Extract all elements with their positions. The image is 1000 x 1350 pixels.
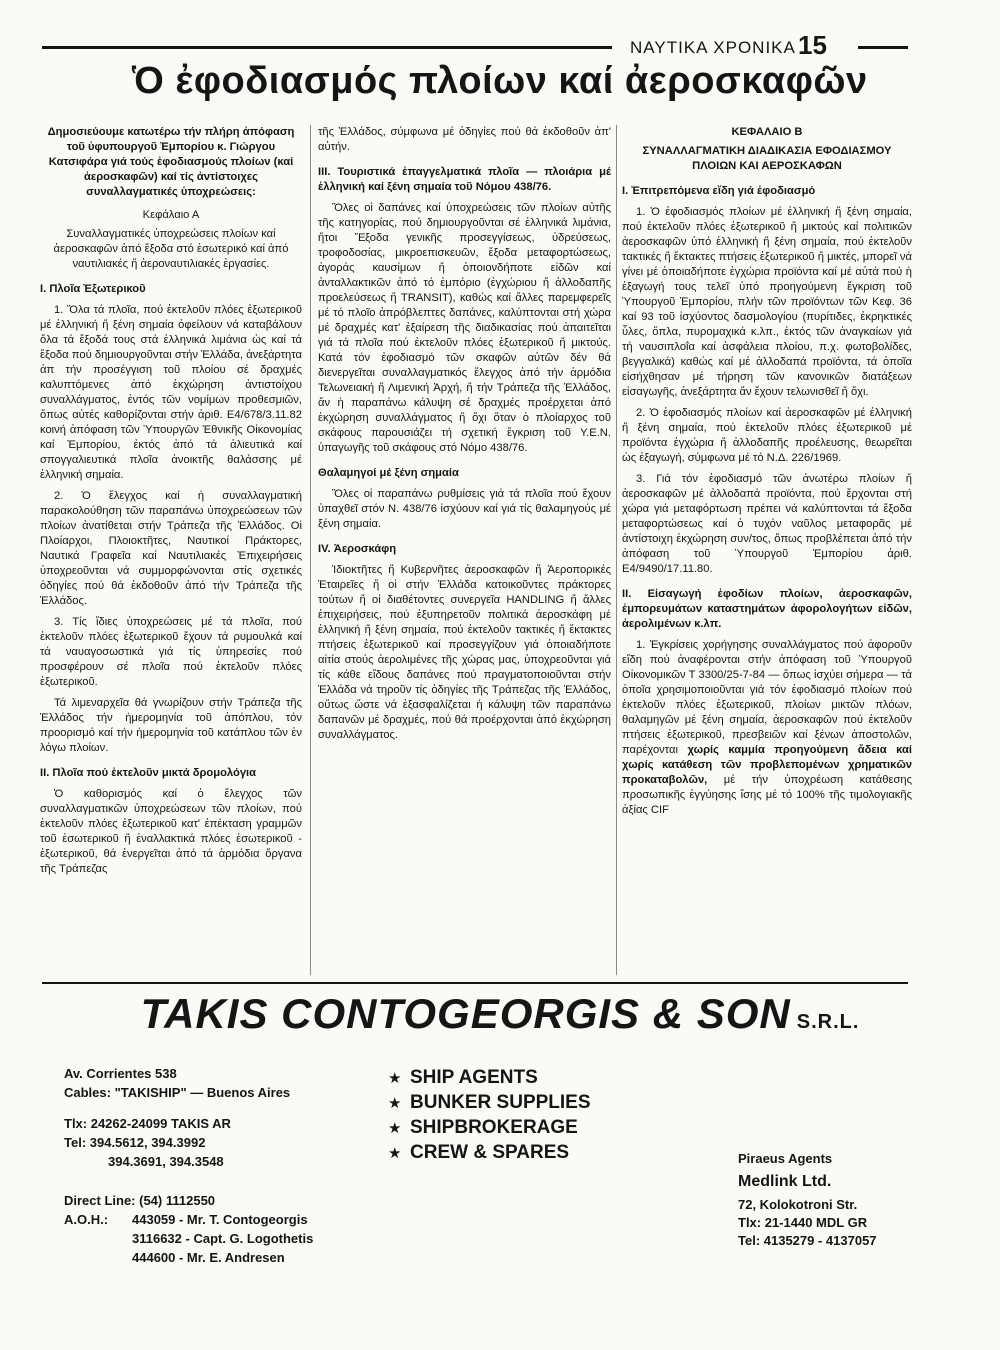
telex: Tlx: 24262-24099 TAKIS AR (64, 1116, 231, 1131)
star-icon: ★ (388, 1095, 402, 1112)
piraeus-telex: Tlx: 21-1440 MDL GR (738, 1215, 868, 1230)
address: Av. Corrientes 538 (64, 1066, 177, 1081)
advert-contact-block (64, 1064, 313, 1267)
paragraph-part: μέ τήν ὑποχρέωση κατάθεσης προσωπικῆς ἐγγύησης ἴσης μέ τό 100% τῆς τιμολογιακῆς ἀξίας CIF (622, 774, 913, 816)
aoh-row (64, 1210, 313, 1229)
chapter-b-text: ΣΥΝΑΛΛΑΓΜΑΤΙΚΗ ΔΙΑΔΙΚΑΣΙΑ ΕΦΟΔΙΑΣΜΟΥ ΠΛΟΙΩΝ ΚΑΙ ΑΕΡΟΣΚΑΦΩΝ (642, 145, 892, 172)
section-heading: IV. Ἀεροσκάφη (318, 543, 397, 555)
advert-top-rule (42, 982, 908, 984)
article-column-2 (318, 125, 611, 749)
section-heading: ΙΙΙ. Τουριστικά ἐπαγγελματικά πλοῖα — πλοιάρια μέ ἑλληνική καί ξένη σημαία τοῦ Νόμου 438/76. (318, 166, 611, 193)
star-icon: ★ (388, 1070, 402, 1087)
chapter-a-text: Συναλλαγματικές ὑποχρεώσεις πλοίων καί ἀεροσκαφῶν ἀπό ἔξοδα στό ἐσωτερικό καί ἀπό ναυτιλιακές ἤ ἀεροναυτιλιακές ἐργασίες. (53, 228, 289, 270)
paragraph: τῆς Ἑλλάδος, σύμφωνα μέ ὁδηγίες πού θά ἐκδοθοῦν ἀπ' αὐτήν. (318, 126, 611, 153)
piraeus-agents-block (738, 1150, 877, 1250)
aoh-contact: 444600 - Mr. E. Andresen (132, 1250, 285, 1265)
article-column-1 (40, 125, 302, 883)
service-item (388, 1066, 591, 1091)
direct-line: Direct Line: (54) 1112550 (64, 1193, 216, 1208)
star-icon: ★ (388, 1145, 402, 1162)
service-label: CREW & SPARES (410, 1142, 570, 1163)
company-suffix: S.R.L. (796, 1011, 860, 1033)
service-item (388, 1091, 591, 1116)
paragraph: Ὅλες οἱ δαπάνες καί ὑποχρεώσεις τῶν πλοίων αὐτῆς τῆς κατηγορίας, πού δημιουργοῦνται σέ ἑλληνικά λιμάνια, ἤτοι Ἔξοδα γενικῆς προσεγγίσεως, ὑδρεύσεως, τροφοδοσίας, μικροεπισκευῶν, ἔξοδα μεταφορτώσεως, ἀγοράς καυσίμων ἤ ὁποιονδήποτε εἰδῶν καί ἀνταλλακτικῶν ἀπό τό ἐμπόριο (ἐγχώριου ἤ ἀλλοδαπῆς προελεύσεως ἤ TRANSIT), καθώς καί ἄλλες παρεμφερεῖς μέ τό πλοῖο ἀπρόβλεπτες δαπάνες, καλύπτονται στή χώρα μέ δραχμές κατ' ἐξαίρεση τῆς διαδικασίας πού ἀπαιτεῖται γιά τά πλοῖα πού ἐκτελοῦν πλόες ἐξωτερικοῦ ἤ μικτούς. Κατά τόν ἐφοδιασμό τῶν σκαφῶν αὐτῶν δέν θά διενεργεῖται συναλλαγματικός ἔλεγχος ἀπό τήν ἁρμόδια Τελωνειακή ἤ Λιμενική Ἀρχή, ἤ τήν Τράπεζα τῆς Ἑλλάδος, ἄν ἡ παραπάνω κάλυψη σέ δραχμές προέρχεται ἀπό ἐκχώρηση συναλλάγματος ἤ ὄχι ὅταν ὁ πλοίαρχος τοῦ σκάφους παρουσιάζει τή σχετική ἔγκριση τοῦ Υ.Ε.Ν. ὑπαγωγῆς τοῦ σκάφους στό Νόμο 438/76. (318, 202, 611, 454)
paragraph: 3. Γιά τόν ἐφοδιασμό τῶν ἀνωτέρω πλοίων ἤ ἀεροσκαφῶν μέ ἀλλοδαπά προϊόντα, πού ἔρχονται στή χώρα γιά μεταφόρτωση πρέπει νά καλύπτονται τά ἔξοδα μεταφορτώσεως καί ὁ τυχόν ναῦλος μεταφορᾶς μέ ἀντίστοιχη ἐκχώρηση συν/τος, ὅπως προβλέπεται ἀπό τήν ἀπόφαση τοῦ Ὑπουργοῦ Ἐμπορίου ἀριθ. Ε4/9490/17.11.80. (622, 473, 912, 575)
star-icon: ★ (388, 1120, 402, 1137)
paragraph (622, 638, 912, 818)
advert-company-name (0, 990, 1000, 1038)
paragraph: Ὁ καθορισμός καί ὁ ἔλεγχος τῶν συναλλαγματικῶν ὑποχρεώσεων τῶν πλοίων, πού ἐκτελοῦν πλόες ἐξωτερικοῦ κατ' ἐπέκταση γραμμῶν τοῦ ἐσωτερικοῦ ἤ ἐναλλακτικά πλόες ἐσωτερικοῦ - ἐξωτερικοῦ, θά ἐνεργεῖται ἀπό τά ἁρμόδια ὄργανα τῆς Τράπεζας (40, 788, 302, 875)
header-rule-left (42, 46, 612, 49)
column-divider (616, 125, 617, 975)
column-divider (310, 125, 311, 975)
paragraph: 3. Τίς ἴδιες ὑποχρεώσεις μέ τά πλοῖα, πού ἐκτελοῦν πλόες ἐξωτερικοῦ ἔχουν τά ρυμουλκά καί τά ναυαγοσωστικά γιά τίς ὑπηρεσίες πού προσφέρουν σέ πλοῖα πού ἐκτελοῦν πλόες ἐξωτερικοῦ. (40, 616, 302, 688)
aoh-contact: 3116632 - Capt. G. Logothetis (132, 1231, 314, 1246)
chapter-b-heading: ΚΕΦΑΛΑΙΟ Β (731, 126, 803, 138)
publication-name: ΝΑΥΤΙΚΑ ΧΡΟΝΙΚΑ (630, 38, 796, 57)
section-heading: Θαλαμηγοί μέ ξένη σημαία (318, 467, 459, 479)
article-column-3 (622, 125, 912, 824)
chapter-a-heading: Κεφάλαιο Α (142, 209, 200, 221)
service-item (388, 1116, 591, 1141)
piraeus-label: Piraeus Agents (738, 1151, 833, 1166)
paragraph: Ἰδιοκτῆτες ἤ Κυβερνῆτες ἀεροσκαφῶν ἤ Ἀεροπορικές Ἑταιρεῖες ἤ οἱ στήν Ἑλλάδα κατοικοῦντες πράκτορες τούτων ἤ οἱ διαθέτοντες συνεργεῖα HANDLING ἤ ἄλλες ἐπιχειρήσεις, πού ἐξυπηρετοῦν πολιτικά ἀεροσκάφη μέ ἑλληνική ἤ ξένη σημαία, πού ἐκτελοῦν τακτικές ἤ ἔκτακτες πτήσεις ἐξωτερικοῦ καί προσεγγίζουν γιά ὁποιαδήποτε αἰτία στούς ἀερολιμένες τῆς χώρας μας, ὑποχρεοῦνται γιά τίς κάθε εἴδους δαπάνες πού πραγματοποιοῦνται στήν Ἑλλάδα νά τηροῦν τίς ὁδηγίες τῆς Τράπεζας τῆς Ἑλλάδος, οὕτως ὥστε νά ἐξασφαλίζεται ἡ κάλυψη τῶν παραπάνω δαπανῶν μέ δραχμές, πού θά προέρχονται ἀπό ἐκχώρηση συναλλάγματος. (318, 564, 611, 741)
page-number: 15 (798, 30, 827, 60)
section-heading: Ι. Πλοῖα Ἐξωτερικοῦ (40, 283, 146, 295)
paragraph: 2. Ὁ ἐφοδιασμός πλοίων καί ἀεροσκαφῶν μέ ἑλληνική ἤ ξένη σημαία, πού ἐκτελοῦν πλόες ἐξωτερικοῦ μέ προϊόντα ἐγχώρια ἤ ἀλλοδαπῆς προέλευσης, θεωρεῖται ὡς ἐξαγωγή, σύμφωνα μέ τό Ν.Δ. 226/1969. (622, 407, 912, 464)
article-intro: Δημοσιεύουμε κατωτέρω τήν πλήρη ἀπόφαση τοῦ ὑφυπουργοῦ Ἐμπορίου κ. Γιώργου Κατσιφάρα γιά τούς ἐφοδιασμούς πλοίων (καί ἀεροσκαφῶν) καί τίς ἀντίστοιχες συναλλαγματικές ὑποχρεώσεις: (47, 126, 295, 198)
paragraph: 1. Ὁ ἐφοδιασμός πλοίων μέ ἑλληνική ἤ ξένη σημαία, πού ἐκτελοῦν πλόες ἐξωτερικοῦ ἤ μικτούς καί πολιτικῶν ἀεροσκαφῶν ὑπό ἑλληνική ἤ ξένη σημαία, πού ἐκτελοῦν τακτικές ἤ ἔκτακτες πτήσεις ἐξωτερικοῦ ἤ μικτές, μπορεῖ νά γίνει μέ ὁποιαδήποτε ἐγχώρια προϊόντα καί μέ αὐτά πού ἡ ἐξαγωγή τους τελεῖ ὑπό προηγούμενη ἔγκριση τοῦ Ὑπουργοῦ Ἐμπορίου, πλήν τῶν προϊόντων τῶν Κεφ. 36 καί 93 τοῦ ἰσχύοντος δασμολογίου (πυρίτιδες, ἐκρηκτικές ὗλες, ὅπλα, πυρομαχικά κ.λπ., ἐκτός τῶν ἀναγκαίων γιά τή ναυσιπλοΐα καί ἀσφάλεια πλοίου, π.χ. φωτοβολίδες, βεγγαλικά) καθώς καί μέ ἀλλοδαπά προϊόντα, τά ὁποῖα εἰσήχθησαν μέ τήρηση τῶν κανονικῶν διατάξεων εἰσαγωγῆς, ἀνεξάρτητα ἄν ἔχουν τελωνισθεῖ ἤ ὄχι. (622, 206, 912, 398)
paragraph: Τά λιμεναρχεῖα θά γνωρίζουν στήν Τράπεζα τῆς Ἑλλάδος τήν ἡμερομηνία τοῦ ἀπόπλου, τόν προορισμό καί τήν ἡμερομηνία τοῦ κατάπλου τῶν ἐν λόγω πλοίων. (40, 697, 302, 754)
service-label: SHIPBROKERAGE (410, 1117, 578, 1138)
piraeus-address: 72, Kolokotroni Str. (738, 1197, 858, 1212)
section-heading: ΙΙ. Πλοῖα πού ἐκτελοῦν μικτά δρομολόγια (40, 767, 257, 779)
telephone: Tel: 394.5612, 394.3992 (64, 1135, 206, 1150)
aoh-contact: 443059 - Mr. T. Contogeorgis (132, 1212, 308, 1227)
article-title: Ὁ ἐφοδιασμός πλοίων καί ἀεροσκαφῶν (132, 60, 868, 102)
emphasis-text: χωρίς καμμία προηγούμενη ἄδεια καί χωρίς κατάθεση τῶν προβλεπομένων χρηματικῶν προκαταβολῶν, (622, 744, 912, 786)
section-heading: Ι. Ἐπιτρεπόμενα εἴδη γιά ἐφοδιασμό (622, 185, 816, 197)
header-rule-right (858, 46, 908, 49)
cables: Cables: "TAKISHIP" — Buenos Aires (64, 1085, 291, 1100)
paragraph: 1. Ὅλα τά πλοῖα, πού ἐκτελοῦν πλόες ἐξωτερικοῦ μέ ἑλληνική ἤ ξένη σημαία ὀφείλουν νά καταβάλουν ὅλα τά ἔξοδά τους στά ἑλληνικά λιμάνια ὡς καί τά ἔξοδα πού δημιουργοῦνται στήν Ἑλλάδα, ἀνεξάρτητα ἀπ τήν προσέγγιση τοῦ πλοίου σέ δραχμές καλυπτόμενες ἀπό ἐκχώρηση ἀντιστοίχου συναλλάγματος, ἐντός τῶν νομίμων προθεσμιῶν, ὅπως αὐτές καθορίζονται στήν ἀριθ. Ε4/678/3.11.82 κοινή ἀπόφαση τῶν Ὑπουργῶν Ἐθνικῆς Οἰκονομίας καί Ἐμπορίου, ἐκτός ἀπό τά ἁλιευτικά καί σπογγαλιευτικά πλοῖα ἀνοικτῆς θαλάσσης μέ ἑλληνική σημαία. (40, 304, 302, 481)
aoh-label: A.O.H.: (64, 1212, 109, 1227)
service-item (388, 1141, 591, 1166)
paragraph-part: 1. Ἐγκρίσεις χορήγησης συναλλάγματος πού ἀφοροῦν εἴδη πού ἀναφέρονται στήν ἀπόφαση τοῦ Ὑπουργοῦ Οἰκονομικῶν Τ 3300/25-7-84 — ὅπως ἰσχύει σήμερα — τά ὁποῖα χρησιμοποιοῦνται γιά τόν ἐφοδιασμό πλοίων πού ἐκτελοῦν πλόες ἐξωτερικοῦ, πλοίων μικτῶν πλόων, θαλαμηγῶν μέ ξένη σημαία, ἀεροσκαφῶν πού ἐκτελοῦν πτήσεις ἐξωτερικοῦ, πρεσβειῶν καί ξένων ἀποστολῶν, παρέχονται (622, 639, 912, 756)
paragraph: Ὅλες οἱ παραπάνω ρυθμίσεις γιά τά πλοῖα πού ἔχουν ὑπαχθεῖ στόν Ν. 438/76 ἰσχύουν καί γιά τίς θαλαμηγούς μέ ξένη σημαία. (318, 488, 611, 530)
section-heading: ΙΙ. Εἰσαγωγή ἐφοδίων πλοίων, ἀεροσκαφῶν, ἐμπορευμάτων καταστημάτων ἀφορολογήτων εἰδῶν, ἀερολιμένων κ.λπ. (622, 588, 912, 630)
paragraph: 2. Ὁ ἔλεγχος καί ἡ συναλλαγματική παρακολούθηση τῶν παραπάνω ὑποχρεώσεων τῶν πλοίων ἀνατίθεται στήν Τράπεζα τῆς Ἑλλάδος. Οἱ Πλοίαρχοι, Πλοιοκτῆτες, Ναυτικοί Πράκτορες, Ναυτικά Γραφεῖα καί Ναυτιλιακές Ἐπιχειρήσεις ὑποχρεοῦνται νά συμμορφώνονται στίς σχετικές ὁδηγίες πού θά ἐκδοθοῦν ἀπό τήν Τράπεζα τῆς Ἑλλάδος. (40, 490, 302, 607)
telephone: 394.3691, 394.3548 (108, 1154, 224, 1169)
piraeus-company: Medlink Ltd. (738, 1173, 832, 1190)
piraeus-telephone: Tel: 4135279 - 4137057 (738, 1233, 877, 1248)
service-label: BUNKER SUPPLIES (410, 1092, 591, 1113)
advert-services (388, 1066, 591, 1166)
company-name-text: TAKIS CONTOGEORGIS & SON (140, 990, 791, 1037)
service-label: SHIP AGENTS (410, 1067, 538, 1088)
